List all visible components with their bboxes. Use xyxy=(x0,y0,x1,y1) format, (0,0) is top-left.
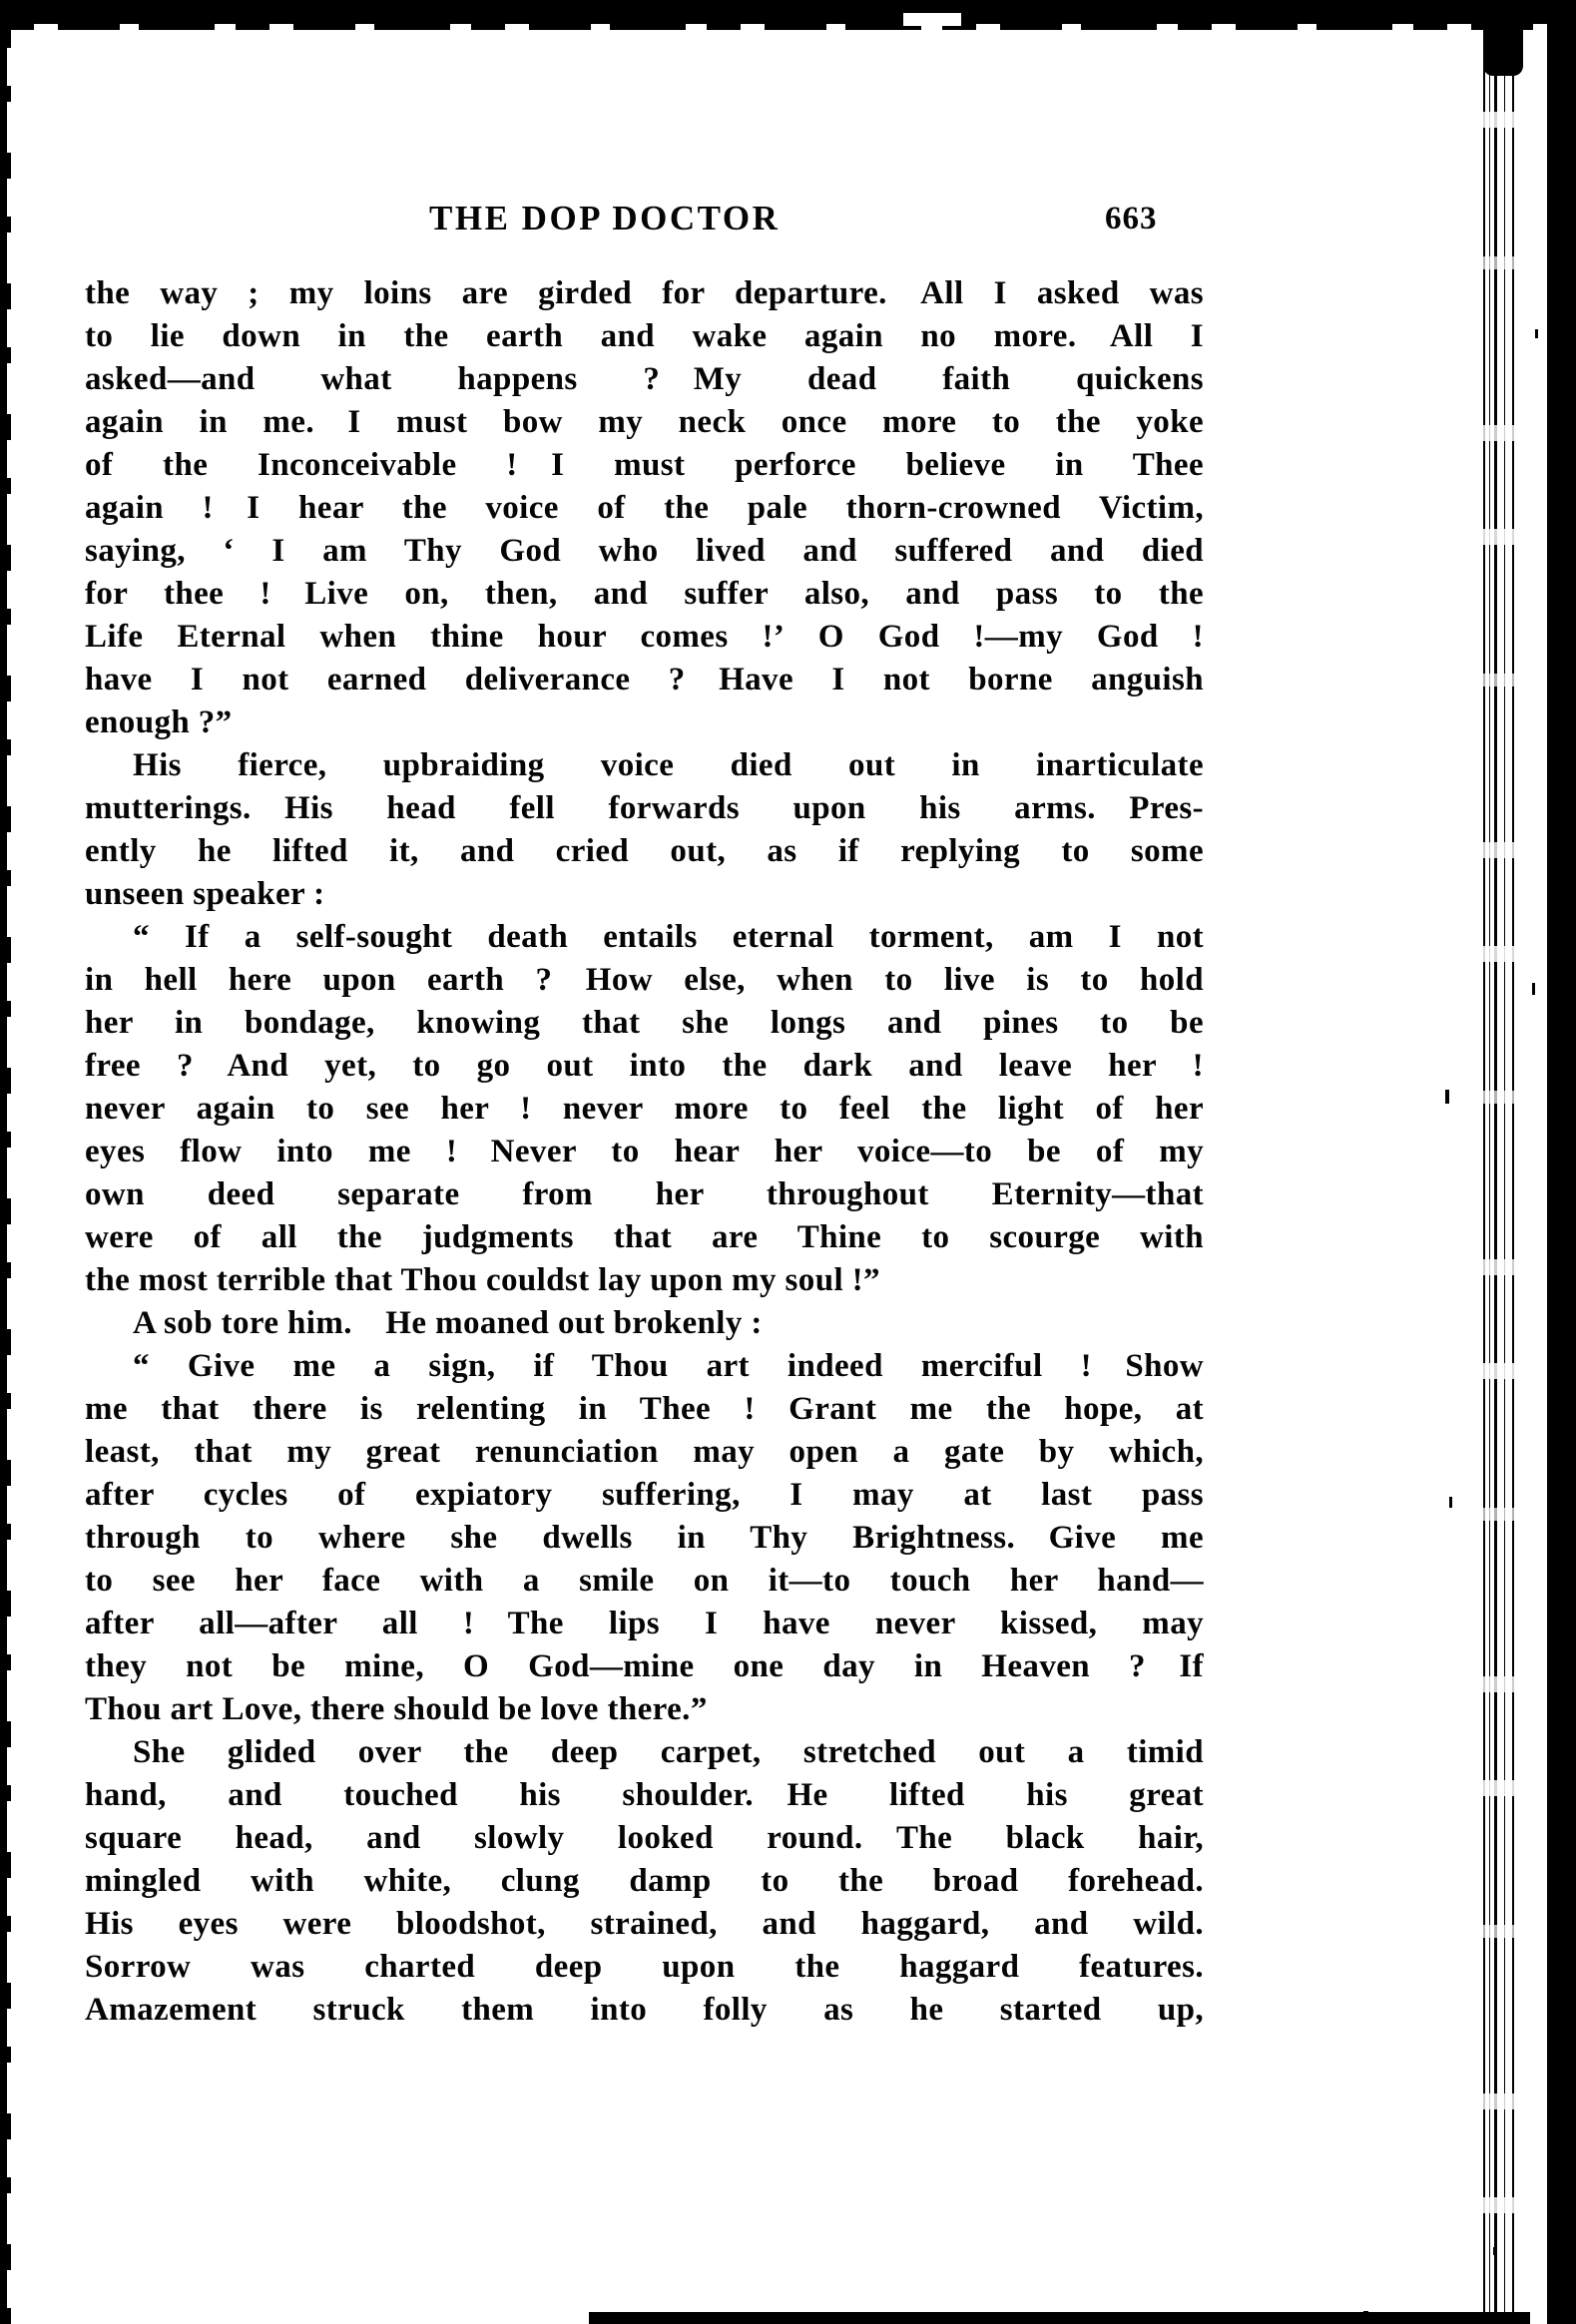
text-line: hand, and touched his shoulder. He lifted his great xyxy=(85,1777,1204,1813)
text-line: eyes flow into me ! Never to hear her voice—to be of my xyxy=(85,1134,1204,1169)
text-line: to see her face with a smile on it—to touch her hand— xyxy=(85,1563,1204,1599)
scan-edge-top-notch xyxy=(903,13,961,26)
text-line: the most terrible that Thou couldst lay upon my soul !” xyxy=(85,1262,880,1298)
text-line: they not be mine, O God—mine one day in Heaven ? If xyxy=(85,1648,1204,1684)
text-line: Sorrow was charted deep upon the haggard features. xyxy=(85,1949,1204,1985)
scan-speck xyxy=(1532,983,1535,995)
scan-edge-blob xyxy=(1483,24,1523,76)
text-line: own deed separate from her throughout Eternity—that xyxy=(85,1176,1204,1212)
text-line: again in me. I must bow my neck once more to the yoke xyxy=(85,404,1204,440)
text-line: mingled with white, clung damp to the broad forehead. xyxy=(85,1863,1204,1899)
text-line: His eyes were bloodshot, strained, and haggard, and wild. xyxy=(85,1906,1204,1942)
scan-edge-top xyxy=(0,0,1576,24)
scan-edge-bottom xyxy=(589,2312,1530,2324)
text-line: “ If a self-sought death entails eternal torment, am I not xyxy=(133,919,1204,955)
scan-speck xyxy=(1445,1090,1449,1104)
text-line: His fierce, upbraiding voice died out in inarticulate xyxy=(133,747,1204,783)
text-line: Amazement struck them into folly as he started up, xyxy=(85,1992,1204,2028)
scan-speck xyxy=(1535,329,1538,338)
text-line: mutterings. His head fell forwards upon his arms. Pres- xyxy=(85,790,1204,826)
text-line: unseen speaker : xyxy=(85,876,325,912)
text-line: enough ?” xyxy=(85,704,233,740)
text-line: ently he lifted it, and cried out, as if replying to some xyxy=(85,833,1204,869)
text-line: Thou art Love, there should be love there.” xyxy=(85,1691,708,1727)
text-line: Life Eternal when thine hour comes !’ O God !—my God ! xyxy=(85,619,1204,655)
text-line: least, that my great renunciation may open a gate by which, xyxy=(85,1434,1204,1470)
text-line: saying, ‘ I am Thy God who lived and suffered and died xyxy=(85,533,1204,569)
scan-page-edge-texture xyxy=(1483,24,1521,2324)
text-line: asked—and what happens ? My dead faith quickens xyxy=(85,361,1204,397)
page-number: 663 xyxy=(1105,201,1158,236)
text-line: again ! I hear the voice of the pale thorn-crowned Victim, xyxy=(85,490,1204,526)
text-line: me that there is relenting in Thee ! Grant me the hope, at xyxy=(85,1391,1204,1427)
text-line: after cycles of expiatory suffering, I may at last pass xyxy=(85,1477,1204,1513)
text-line: after all—after all ! The lips I have never kissed, may xyxy=(85,1606,1204,1641)
text-line: were of all the judgments that are Thine to scourge with xyxy=(85,1219,1204,1255)
text-line: A sob tore him. He moaned out brokenly : xyxy=(133,1305,763,1341)
scan-edge-left xyxy=(0,22,7,2324)
text-line: through to where she dwells in Thy Brightness. Give me xyxy=(85,1520,1204,1556)
body-text xyxy=(85,272,1204,2032)
text-line: her in bondage, knowing that she longs and pines to be xyxy=(85,1005,1204,1041)
text-line: have I not earned deliverance ? Have I not borne anguish xyxy=(85,662,1204,697)
scan-speck xyxy=(1363,2311,1368,2317)
scan-edge-right xyxy=(1547,0,1576,2324)
text-line: of the Inconceivable ! I must perforce believe in Thee xyxy=(85,447,1204,483)
text-line: for thee ! Live on, then, and suffer also, and pass to the xyxy=(85,576,1204,612)
text-line: the way ; my loins are girded for departure. All I asked was xyxy=(85,275,1204,311)
text-line: in hell here upon earth ? How else, when to live is to hold xyxy=(85,962,1204,998)
scan-speck xyxy=(1449,1497,1452,1508)
text-line: “ Give me a sign, if Thou art indeed merciful ! Show xyxy=(133,1348,1204,1384)
running-header-title: THE DOP DOCTOR xyxy=(429,199,781,237)
text-line: She glided over the deep carpet, stretched out a timid xyxy=(133,1734,1204,1770)
text-line: square head, and slowly looked round. The black hair, xyxy=(85,1820,1204,1856)
text-line: free ? And yet, to go out into the dark and leave her ! xyxy=(85,1048,1204,1084)
scan-speck xyxy=(1493,2247,1496,2255)
text-line: to lie down in the earth and wake again no more. All I xyxy=(85,318,1204,354)
text-line: never again to see her ! never more to feel the light of her xyxy=(85,1091,1204,1127)
